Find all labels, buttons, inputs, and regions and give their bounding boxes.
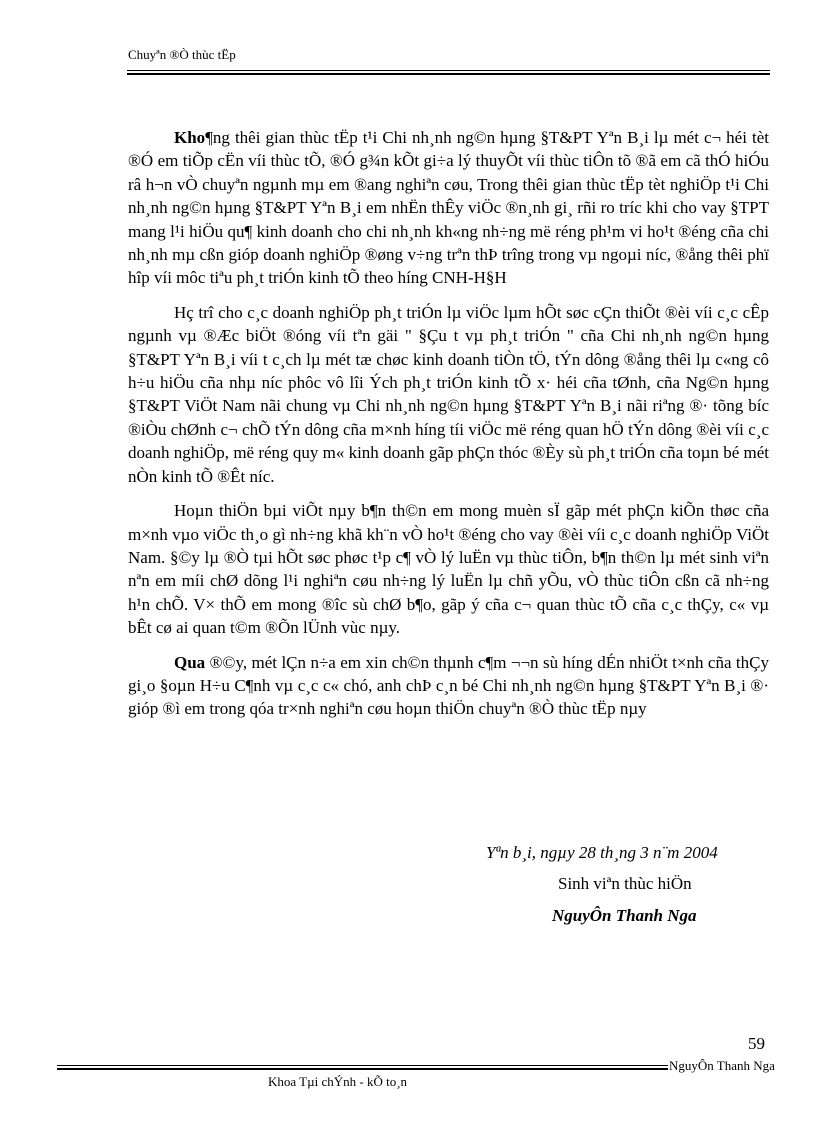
body-paragraph-1 [128,126,769,290]
footer-faculty: Khoa Tµi chÝnh - kÕ to¸n [268,1074,408,1089]
footer-author: NguyÔn Thanh Nga [669,1058,775,1073]
footer-divider-thin [57,1065,668,1066]
paragraph-lead-word: Kho [174,128,206,147]
body-paragraph-3 [128,499,769,639]
document-body [128,126,769,732]
page-number: 59 [748,1034,765,1053]
page-header-title: Chuyªn ®Ò thùc tËp [128,47,236,62]
paragraph-lead-word: Qua [174,652,206,672]
signature-role: Sinh viªn thùc hiÖn [558,874,692,893]
footer-divider-thick [57,1068,668,1070]
signature-place-date: Yªn b¸i, ngµy 28 th¸ng 3 n¨m 2004 [486,843,718,862]
header-divider-thick [127,73,770,75]
header-divider-thin [127,70,770,71]
paragraph-text: Hç trî cho c¸c doanh nghiÖp ph¸t triÓn lµ viÖc lµm hÕt søc cÇn thiÕt ®èi víi c¸c cÊp ngµnh vµ ®Æc biÖt ®óng víi tªn gäi " §Çu t vµ ph¸t triÓn " cña Chi nh¸nh ng©n hµng §T&PT Yªn B¸i víi t c¸ch lµ mét tæ chøc kinh doanh tiÒn tÖ, tÝn dông ®ång thêi lµ c«ng cô h÷u hiÖu cña nhµ níc phôc vô lîi Ých ph¸t triÓn kinh tÕ x· héi cña tØnh, cña Ng©n hµng §T&PT ViÖt Nam nãi chung vµ Chi nh¸nh ng©n hµng §T&PT Yªn B¸i nãi riªng ®· tõng bíc ®iÒu chØnh c¬ chÕ tÝn dông cña m×nh híng tíi viÖc më réng quan hÖ tÝn dông ®èi víi c¸c doanh nghiÖp, më réng quy m« kinh doanh gãp phÇn thóc ®Èy sù ph¸t triÓn cña toµn bé mét nÒn kinh tÕ ®Êt níc. [128,302,769,486]
signature-name: NguyÔn Thanh Nga [552,906,697,925]
paragraph-text: Hoµn thiÖn bµi viÕt nµy b¶n th©n em mong muèn sÏ gãp mét phÇn kiÕn thøc cña m×nh vµo viÖc th¸o gì nh÷ng khã kh¨n vÒ ho¹t ®éng cho vay ®èi víi c¸c doanh nghiÖp ViÖt Nam. §©y lµ ®Ò tµi hÕt søc phøc t¹p c¶ vÒ lý luËn vµ thùc tiÔn, b¶n th©n lµ mét sinh viªn nªn em míi chØ dõng l¹i nghiªn cøu nh÷ng lý luËn lµ chñ yÕu, vÒ thùc tiÔn cßn cã nh÷ng h¹n chÕ. V× thÕ em mong ®îc sù chØ b¶o, gãp ý cña c¬ quan thùc tÕ cña c¸c thÇy, c« vµ bÊt cø ai quan t©m ®Õn lÜnh vùc nµy. [128,501,769,638]
body-paragraph-2 [128,301,769,488]
paragraph-text: ¶ng thêi gian thùc tËp t¹i Chi nh¸nh ng©n hµng §T&PT Yªn B¸i lµ mét c¬ héi tèt ®Ó em tiÕp cËn víi thùc tÕ, ®Ó g¾n kÕt gi÷a lý thuyÕt víi thùc tiÔn tõ ®ã em cã thÓ hiÓu râ h¬n vÒ chuyªn ngµnh mµ em ®ang nghiªn cøu, Trong thêi gian thùc tËp tèt nghiÖp t¹i Chi nh¸nh ng©n hµng §T&PT Yªn B¸i em nhËn thÊy viÖc ®n¸nh gi¸ rñi ro tríc khi cho vay §TPT mang l¹i hiÖu qu¶ kinh doanh cho chi nh¸nh kh«ng nh÷ng më réng ph¹m vi ho¹t ®éng cña chi nh¸nh mµ cßn gióp doanh nghiÖp ®øng v÷ng trªn thÞ trîng trong vµ ngoµi níc, ®ång thêi phï hîp víi môc tiªu ph¸t triÓn kinh tÕ theo híng CNH-H§H [128,128,769,288]
paragraph-text: ®©y, mét lÇn n÷a em xin ch©n thµnh c¶m ¬¬n sù híng dÉn nhiÖt t×nh cña thÇy gi¸o §oµn H÷u C¶nh vµ c¸c c« chó, anh chÞ c¸n bé Chi nh¸nh ng©n hµng §T&PT Yªn B¸i ®· gióp ®ì em trong qóa tr×nh nghiªn cøu hoµn thiÖn chuyªn ®Ò thùc tËp nµy [128,652,769,719]
body-paragraph-4 [128,651,769,721]
